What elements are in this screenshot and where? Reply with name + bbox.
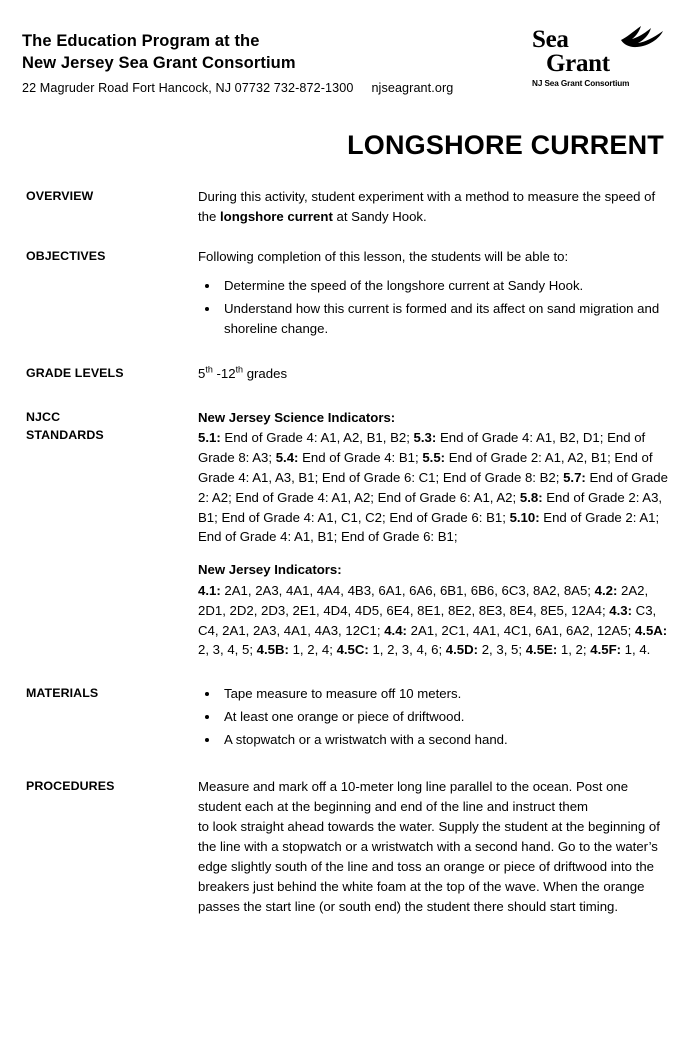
logo-word-grant: Grant (546, 49, 610, 77)
address-text: 22 Magruder Road Fort Hancock, NJ 07732 732-872-1300 (22, 80, 354, 95)
std-code: 4.2: (594, 583, 618, 599)
organization-line-2: New Jersey Sea Grant Consortium (22, 54, 296, 73)
std-code: 4.5A: (634, 622, 668, 638)
website-link: njseagrant.org (371, 80, 454, 95)
grade-low: 5 (198, 365, 206, 381)
std-text: End of Grade 2: A3, B1; End of Grade 4: A1, C1, C2; End of Grade 6: B1; (198, 489, 663, 525)
overview-text-part2: at Sandy Hook. (332, 209, 427, 225)
science-indicators-body (198, 428, 669, 547)
std-text: 1, 2, 4; (288, 642, 337, 658)
std-code: 5.3: (413, 430, 437, 446)
grade-separator: - (212, 365, 221, 381)
grade-suffix: grades (243, 365, 288, 381)
grade-high-suffix: th (235, 364, 244, 375)
organization-line-1: The Education Program at the (22, 32, 260, 50)
std-text: End of Grade 4: A1, A2, B1, B2; (220, 430, 414, 446)
section-label-grade-levels: GRADE LEVELS (26, 365, 124, 380)
list-item: • Understand how this current is formed and its affect on sand migration and shoreline change. (220, 299, 669, 339)
std-text: End of Grade 2: A1, A2, B1; End of Grade 4: A1, A3, B1; End of Grade 6: C1; End of Grade 8: B2; (198, 450, 653, 486)
logo-subtitle: NJ Sea Grant Consortium (532, 78, 630, 88)
std-text: C3, C4, 2A1, 2A3, 4A1, 4A3, 12C1; (198, 602, 657, 638)
std-code: 5.10: (509, 509, 540, 525)
sea-grant-logo (532, 28, 667, 88)
nj-indicators-body (198, 581, 669, 660)
section-njcc-standards (26, 408, 669, 661)
section-materials (26, 684, 669, 752)
grade-high: 12 (220, 365, 236, 381)
list-item: • A stopwatch or a wristwatch with a second hand. (220, 730, 669, 750)
std-code: 4.5E: (525, 642, 558, 658)
document-header (22, 26, 667, 108)
std-text: 2A1, 2C1, 4A1, 4C1, 6A1, 6A2, 12A5; (406, 622, 635, 638)
section-content-procedures (198, 777, 669, 917)
std-text: 2A1, 2A3, 4A1, 4A4, 4B3, 6A1, 6A6, 6B1, 6B6, 6C3, 8A2, 8A5; (220, 583, 595, 599)
section-objectives (26, 247, 669, 341)
section-content-njcc (198, 408, 669, 661)
std-code: 4.5C: (336, 642, 369, 658)
std-text: End of Grade 4: A1, B2, D1; End of Grade 8: A3; (198, 430, 646, 466)
std-text: 1, 2, 3, 4, 6; (368, 642, 446, 658)
procedures-paragraph: to look straight ahead towards the water. Supply the student at the beginning of the line with a stopwatch or a wristwatch with a second hand. Go to the water’s edge slightly south of the line and toss an orange or piece of driftwood into the breakers just behind the white foam at the top of the wave. When the orange passes the start line (or south end) the student there should start timing. (198, 818, 660, 914)
list-item: • Determine the speed of the longshore current at Sandy Hook. (220, 276, 669, 296)
std-text: End of Grade 2: A1; End of Grade 4: A1, B1; End of Grade 6: B1; (198, 509, 660, 545)
grade-low-suffix: th (205, 364, 213, 375)
materials-list (198, 684, 669, 749)
section-label-procedures: PROCEDURES (26, 778, 115, 793)
section-label-njcc (26, 408, 198, 445)
procedures-paragraph: Measure and mark off a 10-meter long line parallel to the ocean. Post one student each at the beginning and end of the line and instruct them (198, 778, 629, 814)
section-content-overview (198, 187, 669, 229)
standards-spacer (198, 547, 669, 560)
std-text: 2A2, 2D1, 2D2, 2D3, 2E1, 4D4, 4D5, 6E4, 8E1, 8E2, 8E3, 8E4, 8E5, 12A4; (198, 583, 649, 618)
bird-icon (619, 24, 665, 48)
nj-indicators-heading: New Jersey Indicators: (198, 562, 342, 578)
section-grade-levels (26, 364, 669, 386)
section-content-objectives (198, 247, 669, 341)
overview-bold-term: longshore current (220, 209, 333, 225)
std-code: 4.5D: (445, 642, 479, 658)
njcc-label-line-2: STANDARDS (26, 427, 104, 442)
objectives-intro: Following completion of this lesson, the students will be able to: (198, 249, 569, 265)
list-item: • At least one orange or piece of driftwood. (220, 707, 669, 727)
std-text: End of Grade 4: B1; (298, 450, 423, 466)
section-content-grade-levels (198, 364, 669, 386)
std-code: 5.4: (275, 450, 299, 466)
std-code: 4.4: (384, 622, 407, 638)
std-code: 5.8: (519, 489, 543, 505)
section-overview (26, 187, 669, 229)
std-code: 5.1: (198, 430, 221, 446)
std-text: End of Grade 2: A2; End of Grade 4: A1, A2; End of Grade 6: A1, A2; (198, 470, 668, 505)
std-code: 4.5F: (590, 642, 622, 658)
logo-word-sea: Sea (532, 26, 569, 53)
document-body (26, 187, 669, 917)
section-label-overview: OVERVIEW (26, 189, 94, 203)
objectives-list (198, 276, 669, 338)
std-text: 2, 3, 4, 5; (198, 642, 257, 658)
section-label-materials: MATERIALS (26, 686, 99, 701)
std-code: 5.7: (563, 470, 586, 486)
std-code: 5.5: (422, 450, 446, 466)
section-content-materials (198, 684, 669, 752)
section-procedures (26, 777, 669, 917)
std-code: 4.1: (198, 583, 221, 599)
njcc-label-line-1: NJCC (26, 409, 61, 424)
science-indicators-heading: New Jersey Science Indicators: (198, 409, 396, 425)
list-item: • Tape measure to measure off 10 meters. (220, 684, 669, 704)
std-text: 2, 3, 5; (478, 642, 526, 658)
std-text: 1, 2; (557, 642, 591, 658)
std-code: 4.3: (609, 602, 633, 618)
overview-text-part1: During this activity, student experiment with a method to measure the speed of the (198, 189, 656, 225)
section-label-objectives: OBJECTIVES (26, 249, 106, 264)
std-code: 4.5B: (256, 642, 289, 658)
page-title: LONGSHORE CURRENT (347, 130, 664, 160)
document-page (0, 26, 689, 1040)
std-text: 1, 4. (621, 642, 651, 658)
